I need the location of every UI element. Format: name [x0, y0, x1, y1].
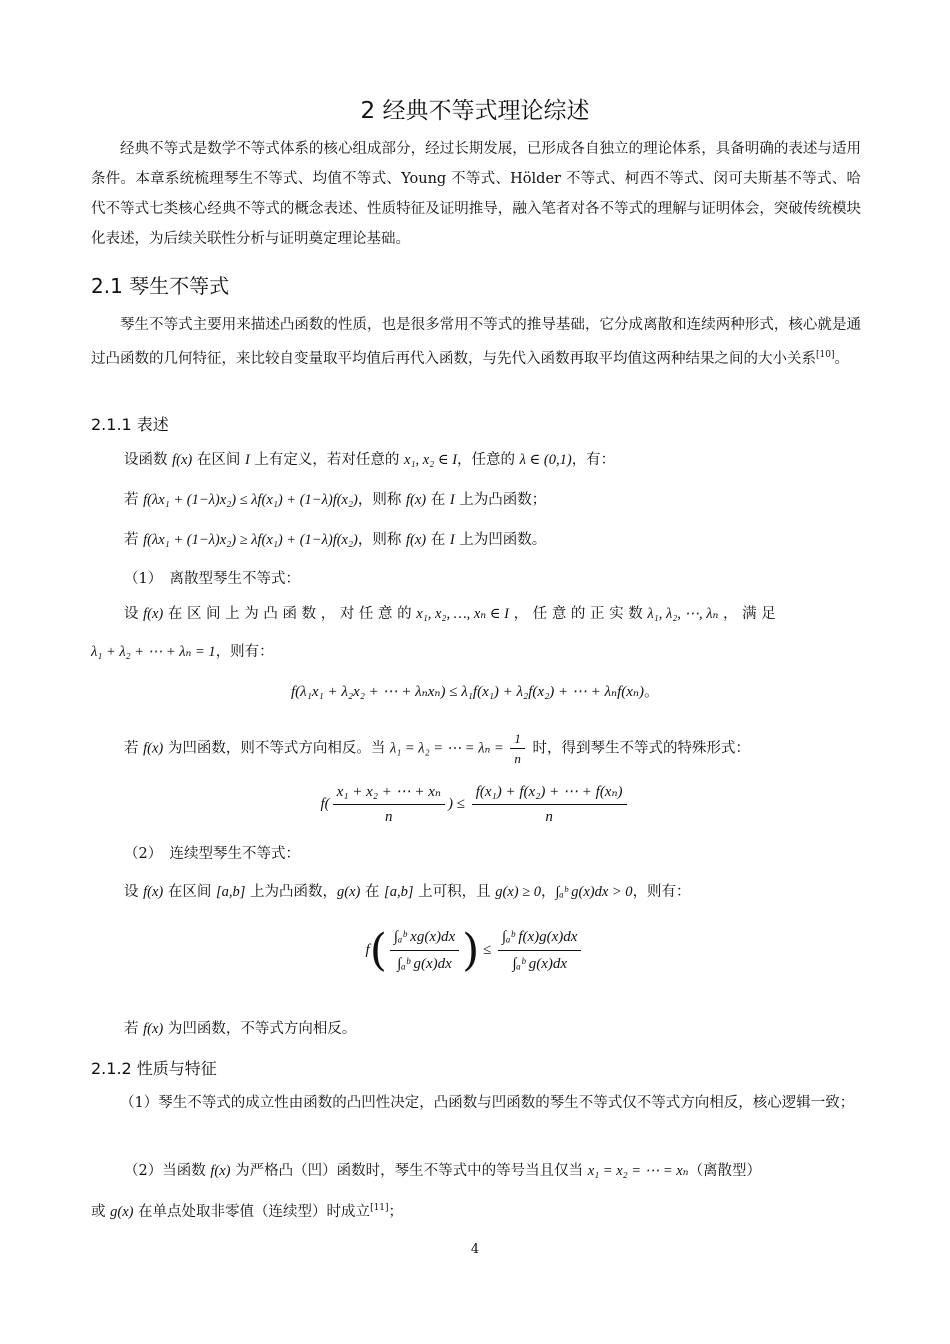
- section-heading-2-1: 2.1 琴生不等式: [91, 274, 230, 298]
- convex-definition-line: 若 f(λx₁ + (1−λ)x₂) ≤ λf(x₁) + (1−λ)f(x₂)，则称 f(x) 在 I 上为凸函数；: [124, 492, 547, 508]
- intro-paragraph: 经典不等式是数学不等式体系的核心组成部分，经过长期发展，已形成各自独立的理论体系，具备明确的表述与适用条件。本章系统梳理琴生不等式、均值不等式、Young 不等式、Hölder 不等式、柯西不等式、闵可夫斯基不等式、哈代不等式七类核心经典不等式的概念表述、性质特征及证明推导，融入笔者对各不等式的理解与证明体会，突破传统模块化表述，为后续关联性分析与证明奠定理论基础。: [91, 141, 861, 247]
- discrete-condition-line-2: λ₁ + λ₂ + ⋯ + λₙ = 1，则有：: [91, 644, 274, 660]
- section-heading-2-1-2: 2.1.2 性质与特征: [91, 1059, 217, 1078]
- discrete-condition-line: 设 f(x) 在 区 间 上 为 凸 函 数 ， 对 任 意 的 x₁, x₂, …, xₙ ∈ I ， 任 意 的 正 实 数 λ₁, λ₂, ⋯, λₙ ， 满 足: [124, 606, 776, 622]
- page-number: 4: [470, 1242, 480, 1257]
- chapter-title: 2 经典不等式理论综述: [360, 98, 590, 124]
- concave-definition-line: 若 f(λx₁ + (1−λ)x₂) ≥ λf(x₁) + (1−λ)f(x₂)，则称 f(x) 在 I 上为凹函数。: [124, 532, 547, 548]
- property-item-1: （1）琴生不等式的成立性由函数的凸凹性决定，凸函数与凹函数的琴生不等式仅不等式方向相反，核心逻辑一致；: [120, 1095, 855, 1111]
- continuous-form-label: （2） 连续型琴生不等式：: [124, 846, 300, 862]
- concave-note-line: 若 f(x) 为凹函数，不等式方向相反。: [124, 1021, 357, 1037]
- discrete-form-label: （1） 离散型琴生不等式：: [124, 571, 300, 587]
- continuous-condition-line: 设 f(x) 在区间 [a,b] 上为凸函数，g(x) 在 [a,b] 上可积，且 g(x) ≥ 0，∫ₐᵇ g(x)dx > 0，则有：: [124, 884, 691, 900]
- citation-ref: [11]: [370, 1203, 389, 1213]
- discrete-jensen-equation: f(λ₁x₁ + λ₂x₂ + ⋯ + λₙxₙ) ≤ λ₁f(x₁) + λ₂f(x₂) + ⋯ + λₙf(xₙ)。: [290, 684, 660, 700]
- special-case-line: 若 f(x) 为凹函数，则不等式方向相反。当 λ₁ = λ₂ = ⋯ = λₙ = $\frac{1}{n}$ 时，得到琴生不等式的特殊形式：: [124, 731, 750, 766]
- definition-line: 设函数 f(x) 在区间 I 上有定义，若对任意的 x₁, x₂ ∈ I，任意的 λ ∈ (0,1)，有：: [124, 452, 616, 468]
- section-2-1-paragraph: 琴生不等式主要用来描述凸函数的性质，也是很多常用不等式的推导基础，它分成离散和连续两种形式，核心就是通过凸函数的几何特征，来比较自变量取平均值后再代入函数，与先代入函数再取平均值这两种结果之间的大小关系[10]。: [91, 317, 861, 367]
- citation-ref: [10]: [816, 350, 835, 360]
- property-item-2-line-2: 或 g(x) 在单点处取非零值（连续型）时成立[11]；: [91, 1203, 404, 1220]
- section-heading-2-1-1: 2.1.1 表述: [91, 415, 169, 434]
- property-item-2-line-1: （2）当函数 f(x) 为严格凸（凹）函数时，琴生不等式中的等号当且仅当 x₁ = x₂ = ⋯ = xₙ（离散型）: [124, 1163, 762, 1179]
- special-jensen-equation: f( $\frac{\text{x₁ + x₂ + ⋯ + xₙ}}{n}$ ) ≤ $\frac{\text{f(x₁) + f(x₂) + ⋯ + f(xₙ)}}{n}$: [0, 782, 950, 827]
- continuous-jensen-equation: f( $\frac{\text{∫ₐᵇ xg(x)dx}}{\text{∫ₐᵇ g(x)dx}}$ ) ≤ $\frac{\text{∫ₐᵇ f(x)g(x)dx}}{\text{∫ₐᵇ g(x)dx}}$: [0, 925, 950, 976]
